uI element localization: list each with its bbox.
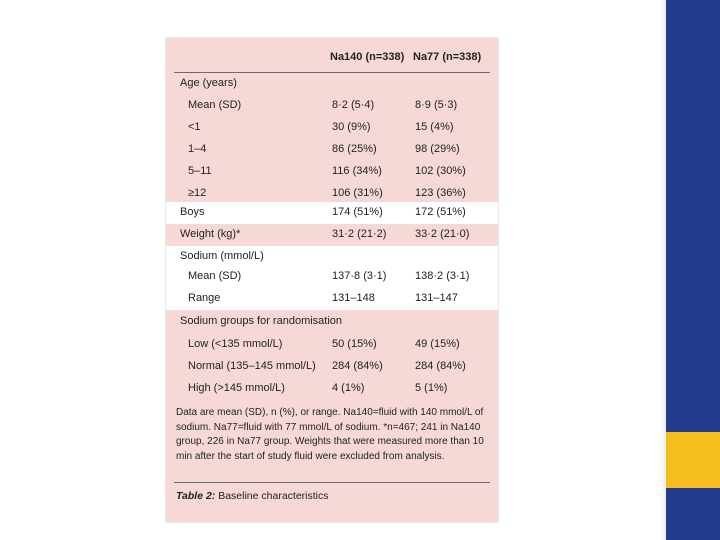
cell-na77: 49 (15%) [415, 338, 460, 350]
table-row-age-lt1 [166, 117, 498, 139]
cell-na140: 137·8 (3·1) [332, 270, 387, 282]
cell-na77: 138·2 (3·1) [415, 270, 470, 282]
row-label: Weight (kg)* [180, 228, 241, 240]
cell-na77: 8·9 (5·3) [415, 99, 458, 111]
row-label: ≥12 [188, 187, 207, 199]
row-label: Boys [180, 206, 205, 218]
table-card [166, 38, 498, 522]
table-row-weight [166, 224, 498, 246]
cell-na77: 98 (29%) [415, 143, 460, 155]
row-label: Mean (SD) [188, 99, 242, 111]
table-row-sodium-mean [166, 266, 498, 288]
row-label: Sodium (mmol/L) [180, 250, 264, 262]
row-label: <1 [188, 121, 201, 133]
table-row-age-1-4 [166, 139, 498, 161]
cell-na140: 131–148 [332, 292, 375, 304]
cell-na77: 284 (84%) [415, 360, 466, 372]
row-label: Sodium groups for randomisation [180, 315, 343, 327]
cell-na77: 5 (1%) [415, 382, 448, 394]
col-header-na77: Na77 (n=338) [413, 51, 482, 63]
cell-na140: 174 (51%) [332, 206, 383, 218]
cell-na77: 33·2 (21·0) [415, 228, 470, 240]
cell-na140: 106 (31%) [332, 187, 383, 199]
cell-na140: 31·2 (21·2) [332, 228, 387, 240]
footnote-rule [174, 482, 490, 483]
cell-na140: 8·2 (5·4) [332, 99, 375, 111]
table-row-sodium-groups-heading [166, 311, 498, 333]
row-label: Normal (135–145 mmol/L) [188, 360, 316, 372]
col-header-na140: Na140 (n=338) [330, 51, 405, 63]
row-label: High (>145 mmol/L) [188, 382, 285, 394]
table-row-sodium-normal [166, 356, 498, 378]
table-row-sodium-heading [166, 246, 498, 268]
row-label: Low (<135 mmol/L) [188, 338, 283, 350]
row-label: 1–4 [188, 143, 207, 155]
row-label: 5–11 [188, 165, 212, 177]
cell-na77: 131–147 [415, 292, 458, 304]
table-row-sodium-high [166, 378, 498, 400]
cell-na77: 123 (36%) [415, 187, 466, 199]
row-label: Range [188, 292, 221, 304]
cell-na77: 172 (51%) [415, 206, 466, 218]
table-row-boys [166, 202, 498, 224]
cell-na140: 4 (1%) [332, 382, 365, 394]
cell-na140: 30 (9%) [332, 121, 371, 133]
cell-na140: 50 (15%) [332, 338, 377, 350]
cell-na77: 15 (4%) [415, 121, 454, 133]
table-footnote: Data are mean (SD), n (%), or range. Na140=fluid with 140 mmol/L of sodium. Na77=fluid with 77 mmol/L of sodium. *n=467; 241 in Na140 group, 226 in Na77 group. Weights that were measured more than 10 min after the start of study fluid were excluded from analysis. [176, 407, 484, 462]
caption-text: Baseline characteristics [215, 490, 329, 502]
caption-lead: Table 2: [176, 490, 216, 502]
table-row-sodium-low [166, 334, 498, 356]
table-row-sodium-range [166, 288, 498, 310]
cell-na140: 284 (84%) [332, 360, 383, 372]
table-row-age-5-11 [166, 161, 498, 183]
row-label: Age (years) [180, 77, 237, 89]
cell-na77: 102 (30%) [415, 165, 466, 177]
row-label: Mean (SD) [188, 270, 242, 282]
cell-na140: 86 (25%) [332, 143, 377, 155]
side-accent [666, 432, 720, 488]
cell-na140: 116 (34%) [332, 165, 382, 177]
table-row-age-mean [166, 95, 498, 117]
table-caption [176, 490, 329, 502]
table-row-age-heading [166, 73, 498, 95]
